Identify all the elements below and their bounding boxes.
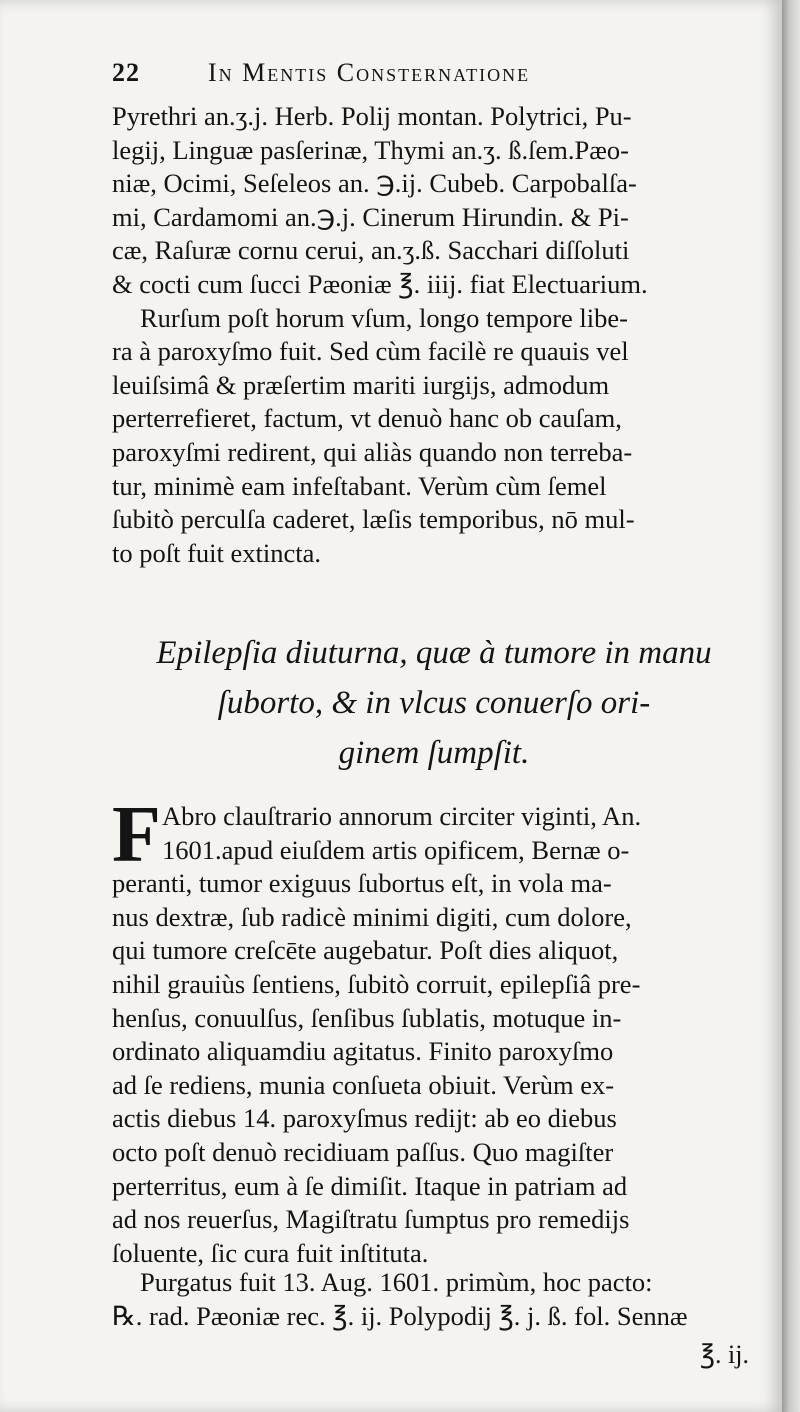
- text-line: ordinato aliquamdiu agitatus. Finito paroxyſmo: [112, 1036, 614, 1067]
- text-line: paroxyſmi redirent, qui aliàs quando non terreba-: [112, 436, 633, 467]
- paragraph-case-history: [112, 791, 756, 1270]
- paragraph-purgation: [112, 1266, 756, 1333]
- heading-line: ginem ſumpſit.: [338, 735, 530, 771]
- text-line: leuiſsimâ & præſertim mariti iurgijs, admodum: [112, 369, 610, 400]
- text-line: tur, minimè eam infeſtabant. Verùm cùm ſemel: [112, 470, 607, 501]
- text-line: Purgatus fuit 13. Aug. 1601. primùm, hoc pacto:: [140, 1267, 653, 1297]
- heading-line: Epilepſia diuturna, quæ à tumore in manu: [156, 635, 712, 671]
- text-line: to poſt fuit extincta.: [112, 537, 322, 568]
- text-line: actis diebus 14. paroxyſmus redijt: ab eo diebus: [112, 1103, 617, 1134]
- catchword: ℥. ij.: [700, 1340, 749, 1369]
- text-line: ad nos reuerſus, Magiſtratu ſumptus pro remedijs: [112, 1204, 630, 1235]
- paragraph-recipe-continuation: [112, 100, 756, 570]
- text-line: perterrefieret, factum, vt denuò hanc ob cauſam,: [112, 403, 622, 434]
- text-line: Abro clauſtrario annorum circiter viginti, An.: [162, 801, 642, 831]
- text-line: perterritus, eum à ſe dimiſit. Itaque in patriam ad: [112, 1170, 628, 1201]
- text-line: ra à paroxyſmo fuit. Sed cùm facilè re quauis vel: [112, 336, 629, 367]
- heading-line: ſuborto, & in vlcus conuerſo ori-: [217, 685, 651, 721]
- text-line: & cocti cum ſucci Pæoniæ ℥. iiij. fiat Electuarium.: [112, 268, 648, 299]
- text-line: legij, Linguæ pasſerinæ, Thymi an.ʒ. ß.ſem.Pæo-: [112, 134, 629, 165]
- page-header: [112, 58, 752, 94]
- text-line: 1601.apud eiuſdem artis opificem, Bernæ o-: [162, 834, 630, 865]
- text-line: niæ, Ocimi, Seſeleos an. ℈.ij. Cubeb. Carpobalſa-: [112, 168, 637, 199]
- text-line: ſubitò perculſa caderet, læſis temporibus, nō mul-: [112, 504, 635, 535]
- text-line: ad ſe rediens, munia conſueta obiuit. Verùm ex-: [112, 1069, 615, 1100]
- text-line: Pyrethri an.ʒ.j. Herb. Polij montan. Polytrici, Pu-: [112, 101, 632, 131]
- drop-cap: F: [112, 791, 161, 879]
- text-line: Rurſum poſt horum vſum, longo tempore libe-: [140, 302, 628, 333]
- text-line: qui tumore creſcēte augebatur. Poſt dies aliquot,: [112, 935, 619, 966]
- text-line: nus dextræ, ſub radicè minimi digiti, cum dolore,: [112, 901, 632, 932]
- page-number: 22: [112, 58, 140, 87]
- book-gutter: [782, 0, 800, 1412]
- text-line: nihil grauiùs ſentiens, ſubitò corruit, epilepſiâ pre-: [112, 968, 641, 999]
- text-line: octo poſt denuò recidiuam paſſus. Quo magiſter: [112, 1136, 614, 1167]
- section-heading: [112, 628, 756, 778]
- text-line: ſoluente, ſic cura fuit inſtituta.: [112, 1237, 429, 1268]
- text-line: henſus, conuulſus, ſenſibus ſublatis, motuque in-: [112, 1002, 622, 1033]
- text-line: peranti, tumor exiguus ſubortus eſt, in vola ma-: [112, 868, 612, 899]
- running-title: In Mentis Consternatione: [208, 58, 531, 87]
- text-line: cæ, Raſuræ cornu cerui, an.ʒ.ß. Sacchari diſſoluti: [112, 235, 630, 266]
- text-line: mi, Cardamomi an.℈.j. Cinerum Hirundin. & Pi-: [112, 201, 629, 232]
- text-line: ℞. rad. Pæoniæ rec. ℥. ij. Polypodij ℥. j. ß. fol. Sennæ: [112, 1300, 688, 1331]
